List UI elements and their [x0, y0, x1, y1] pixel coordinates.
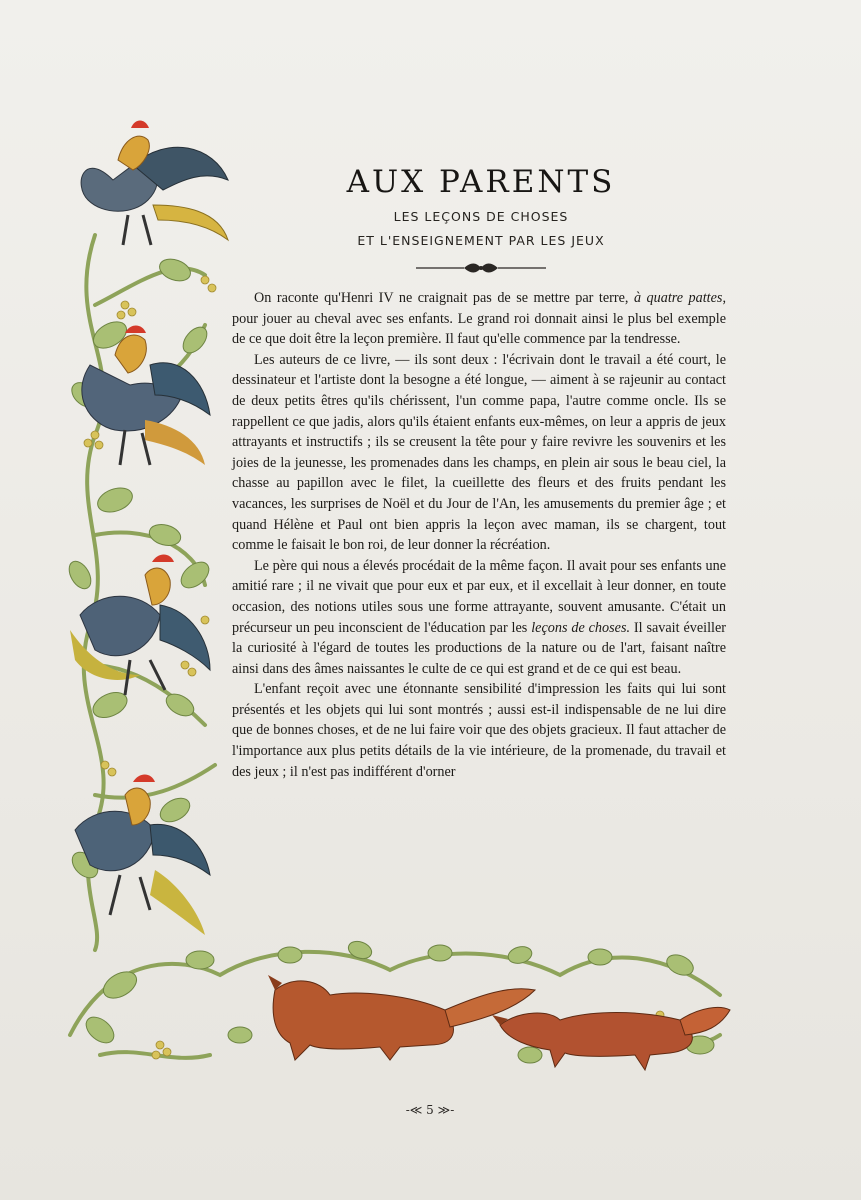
paragraph-2: Les auteurs de ce livre, — ils sont deux : l'écrivain dont le travail a été court, le dessinateur et l'artiste dont la besogne a été longue, — aiment à se rajeunir au contact de deux petits êtres qu'ils chérissent, l'un comme papa, l'autre comme oncle. Ils se rappellent ce que jadis, alors qu'ils étaient enfants eux-mêmes, on leur a appris de jeux attrayants et instructifs ; ils se creusent la tête pour y faire revivre les souvenirs et les joies de la jeunesse, les promenades dans les champs, en plein air sous le beau ciel, la chasse au papillon avec le filet, la cueillette des fleurs et des fruits pendant les vacances, les surprises de Noël et du Jour de l'An, les amusements du premier âge ; et quand Hélène et Paul ont bien appris la leçon avec maman, ils se chargent, tout comme le faisait le bon roi, de leur donner la récréation.	[232, 351, 726, 554]
subtitle-line-1: LES LEÇONS DE CHOSES	[393, 209, 569, 224]
paragraph-3: Le père qui nous a élevés procédait de la même façon. Il avait pour ses enfants une amitié rare ; il ne vivait que pour eux et par eux, et il excellait à leur donner, en toute occasion, des notions utiles sous une forme attrayante, souvent amusante. C'était un précurseur un peu inconscient de l'éducation par les leçons de choses. Il savait éveiller la curiosité à l'égard de toutes les productions de la nature ou de l'art, faisant naître ainsi dans des âmes naissantes le culte de ce qui est grand et de ce qui est beau.	[232, 557, 726, 677]
fox-vine-border	[60, 935, 740, 1085]
paragraph-4: L'enfant reçoit avec une étonnante sensibilité d'impression les faits qui lui sont présentés et les objets qui lui sont montrés ; aussi est-il indispensable de ne lui dire que de bonnes choses, et de ne lui faire voir que des objets gracieux. Il faut attacher de l'importance aux plus petits détails de la vie intérieure, de la promenade, du travail et des jeux ; il n'est pas indifférent d'orner	[232, 681, 726, 780]
rooster-vine-border	[55, 105, 235, 955]
page-title: AUX PARENTS	[346, 164, 616, 200]
body-text	[232, 288, 726, 782]
subtitle-line-2: ET L'ENSEIGNEMENT PAR LES JEUX	[357, 233, 605, 248]
title-ornament	[416, 262, 546, 274]
rooster-1	[81, 121, 228, 246]
paragraph-1: On raconte qu'Henri IV ne craignait pas de se mettre par terre, à quatre pattes, pour jouer au cheval avec ses enfants. Le grand roi donnait ainsi le plus bel exemple de ce que doit être la leçon première. Il faut qu'elle commence par la tendresse.	[232, 290, 726, 348]
page-number: -≪ 5 ≫-	[405, 1103, 455, 1117]
